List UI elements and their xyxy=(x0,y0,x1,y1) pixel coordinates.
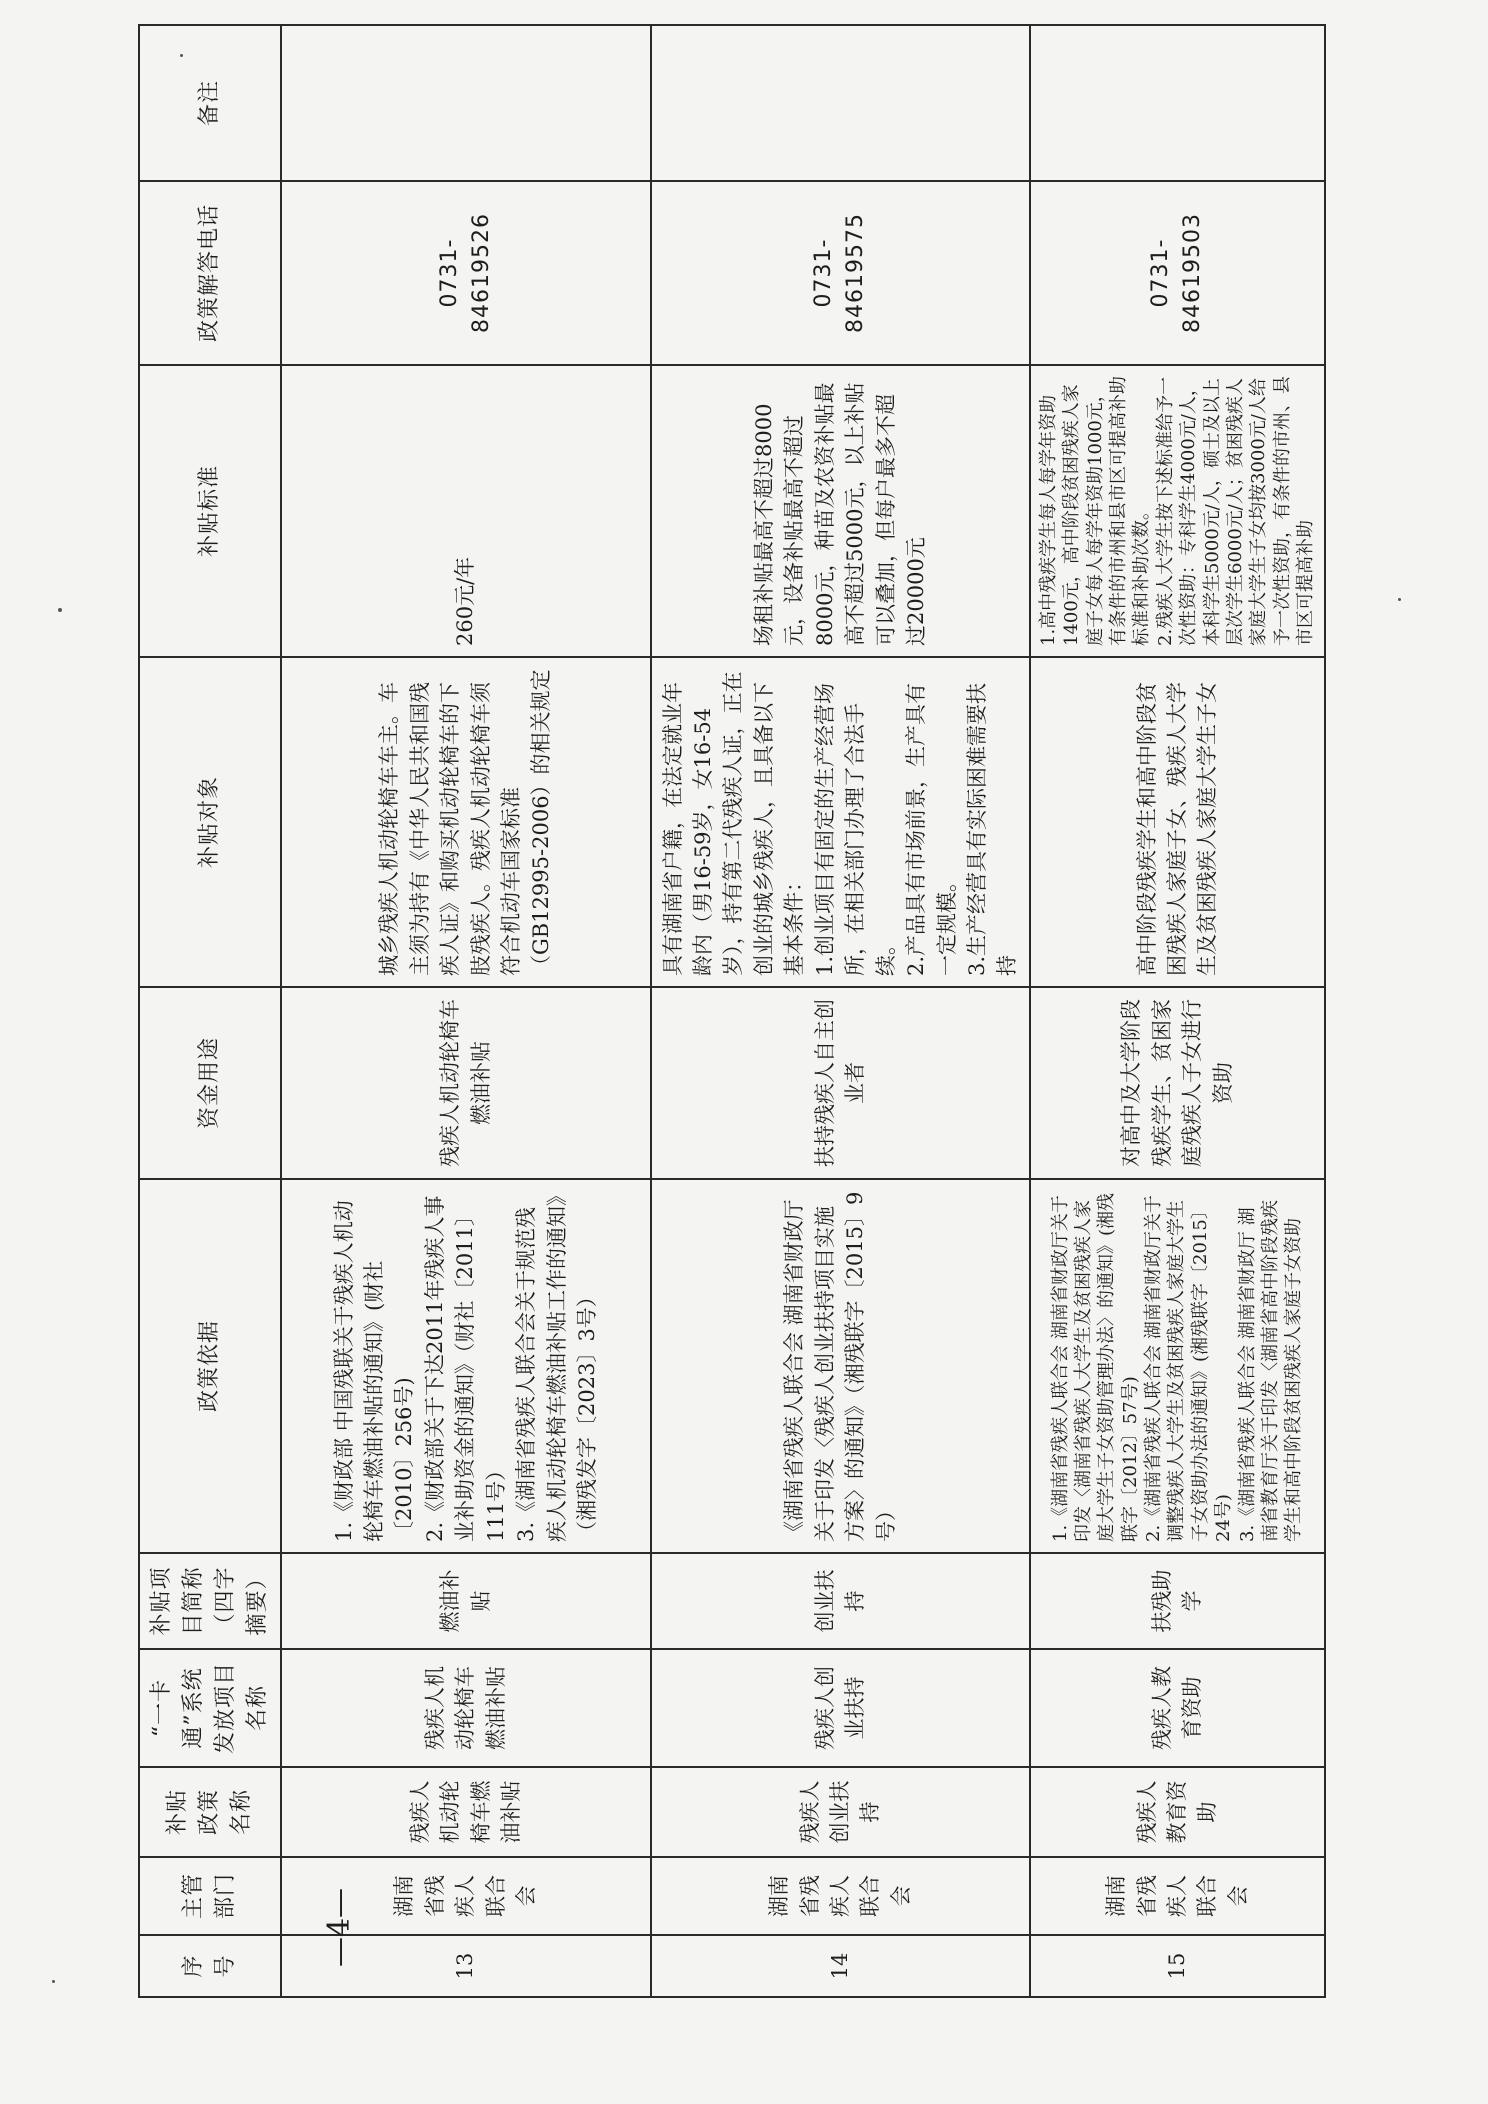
cell-policy-name: 残疾人创业扶持 xyxy=(651,1767,1030,1857)
cell-card-item: 残疾人机动轮椅车燃油补贴 xyxy=(281,1649,651,1767)
cell-use: 残疾人机动轮椅车燃油补贴 xyxy=(281,987,651,1179)
cell-dept: 湖南省残疾人联合会 xyxy=(1030,1857,1325,1935)
header-remark: 备注 xyxy=(139,25,281,181)
cell-remark xyxy=(1030,25,1325,181)
table-row xyxy=(1030,25,1325,1997)
header-standard: 补贴标准 xyxy=(139,365,281,657)
cell-dept: 湖南省残疾人联合会 xyxy=(651,1857,1030,1935)
cell-basis: 1.《财政部 中国残联关于残疾人机动轮椅车燃油补贴的通知》(财社〔2010〕256号) 2.《财政部关于下达2011年残疾人事业补助资金的通知》（财社〔2011〕111号） 3.《湖南省残疾人联合会关于规范残疾人机动轮椅车燃油补贴工作的通知》（湘残发字〔2023〕3号） xyxy=(281,1179,651,1553)
cell-phone: 0731-84619575 xyxy=(651,181,1030,365)
cell-policy-name: 残疾人教育资助 xyxy=(1030,1767,1325,1857)
cell-card-item: 残疾人教育资助 xyxy=(1030,1649,1325,1767)
cell-standard: 260元/年 xyxy=(281,365,651,657)
header-short-name: 补贴项目简称（四字摘要） xyxy=(139,1553,281,1649)
cell-remark xyxy=(651,25,1030,181)
header-policy-name: 补贴政策名称 xyxy=(139,1767,281,1857)
subsidy-table xyxy=(138,24,1326,1998)
cell-basis: 1.《湖南省残疾人联合会 湖南省财政厅关于印发〈湖南省残疾人大学生及贫困残疾人家庭大学生子女资助管理办法〉的通知》(湘残联字〔2012〕57号) 2.《湖南省残疾人联合会 湖南省财政厅关于调整残疾人大学生及贫困残疾人家庭大学生子女资助办法的通知》(湘残联字〔2015〕24号) 3.《湖南省残疾人联合会 湖南省财政厅 湖南省教育厅关于印发〈湖南省高中阶段残疾学生和高中阶段贫困残疾人家庭子女资助 xyxy=(1030,1179,1325,1553)
header-basis: 政策依据 xyxy=(139,1179,281,1553)
rotated-table-sheet xyxy=(138,80,1317,1998)
header-dept: 主管部门 xyxy=(139,1857,281,1935)
header-card-item: “一卡通”系统发放项目名称 xyxy=(139,1649,281,1767)
cell-card-item: 残疾人创业扶持 xyxy=(651,1649,1030,1767)
scan-speck xyxy=(52,1980,55,1983)
cell-policy-name: 残疾人机动轮椅车燃油补贴 xyxy=(281,1767,651,1857)
cell-use: 对高中及大学阶段残疾学生、贫困家庭残疾人子女进行资助 xyxy=(1030,987,1325,1179)
cell-standard: 1.高中残疾学生每人每学年资助1400元，高中阶段贫困残疾人家庭子女每人每学年资助1000元，有条件的市州和县市区可提高补助标准和补助次数。 2.残疾人大学生按下述标准给予一次性资助：专科学生4000元/人，本科学生5000元/人，硕士及以上层次学生6000元/人；贫困残疾人家庭大学生子女均按3000元/人给予一次性资助，有条件的市州、县市区可提高补助 xyxy=(1030,365,1325,657)
scan-speck xyxy=(180,54,183,57)
scan-speck xyxy=(1398,598,1401,601)
scan-speck xyxy=(58,608,62,612)
cell-target: 高中阶段残疾学生和高中阶段贫困残疾人家庭子女、残疾人大学生及贫困残疾人家庭大学生子女 xyxy=(1030,657,1325,987)
table-row xyxy=(281,25,651,1997)
header-phone: 政策解答电话 xyxy=(139,181,281,365)
cell-basis: 《湖南省残疾人联合会 湖南省财政厅关于印发〈残疾人创业扶持项目实施方案〉的通知》（湘残联字〔2015〕9号） xyxy=(651,1179,1030,1553)
header-use: 资金用途 xyxy=(139,987,281,1179)
cell-phone: 0731-84619503 xyxy=(1030,181,1325,365)
cell-short-name: 燃油补贴 xyxy=(281,1553,651,1649)
cell-seq: 15 xyxy=(1030,1935,1325,1997)
page-number: —4— xyxy=(322,1887,358,1968)
table-row xyxy=(651,25,1030,1997)
cell-short-name: 创业扶持 xyxy=(651,1553,1030,1649)
cell-dept: 湖南省残疾人联合会 xyxy=(281,1857,651,1935)
cell-short-name: 扶残助学 xyxy=(1030,1553,1325,1649)
cell-standard: 场租补贴最高不超过8000元，设备补贴最高不超过8000元，种苗及农资补贴最高不超过5000元，以上补贴可以叠加，但每户最多不超过20000元 xyxy=(651,365,1030,657)
cell-target: 具有湖南省户籍，在法定就业年龄内（男16-59岁，女16-54岁），持有第二代残疾人证，正在创业的城乡残疾人，且具备以下基本条件： 1.创业项目有固定的生产经营场所，在相关部门办理了合法手续。 2.产品具有市场前景，生产具有一定规模。 3.生产经营具有实际困难需要扶持 xyxy=(651,657,1030,987)
cell-seq: 13 xyxy=(281,1935,651,1997)
header-target: 补贴对象 xyxy=(139,657,281,987)
cell-remark xyxy=(281,25,651,181)
header-seq: 序号 xyxy=(139,1935,281,1997)
cell-phone: 0731-84619526 xyxy=(281,181,651,365)
header-row xyxy=(139,25,281,1997)
cell-seq: 14 xyxy=(651,1935,1030,1997)
cell-use: 扶持残疾人自主创业者 xyxy=(651,987,1030,1179)
cell-target: 城乡残疾人机动轮椅车车主。车主须为持有《中华人民共和国残疾人证》和购买机动轮椅车的下肢残疾人。残疾人机动轮椅车须符合机动车国家标准（GB12995-2006）的相关规定 xyxy=(281,657,651,987)
